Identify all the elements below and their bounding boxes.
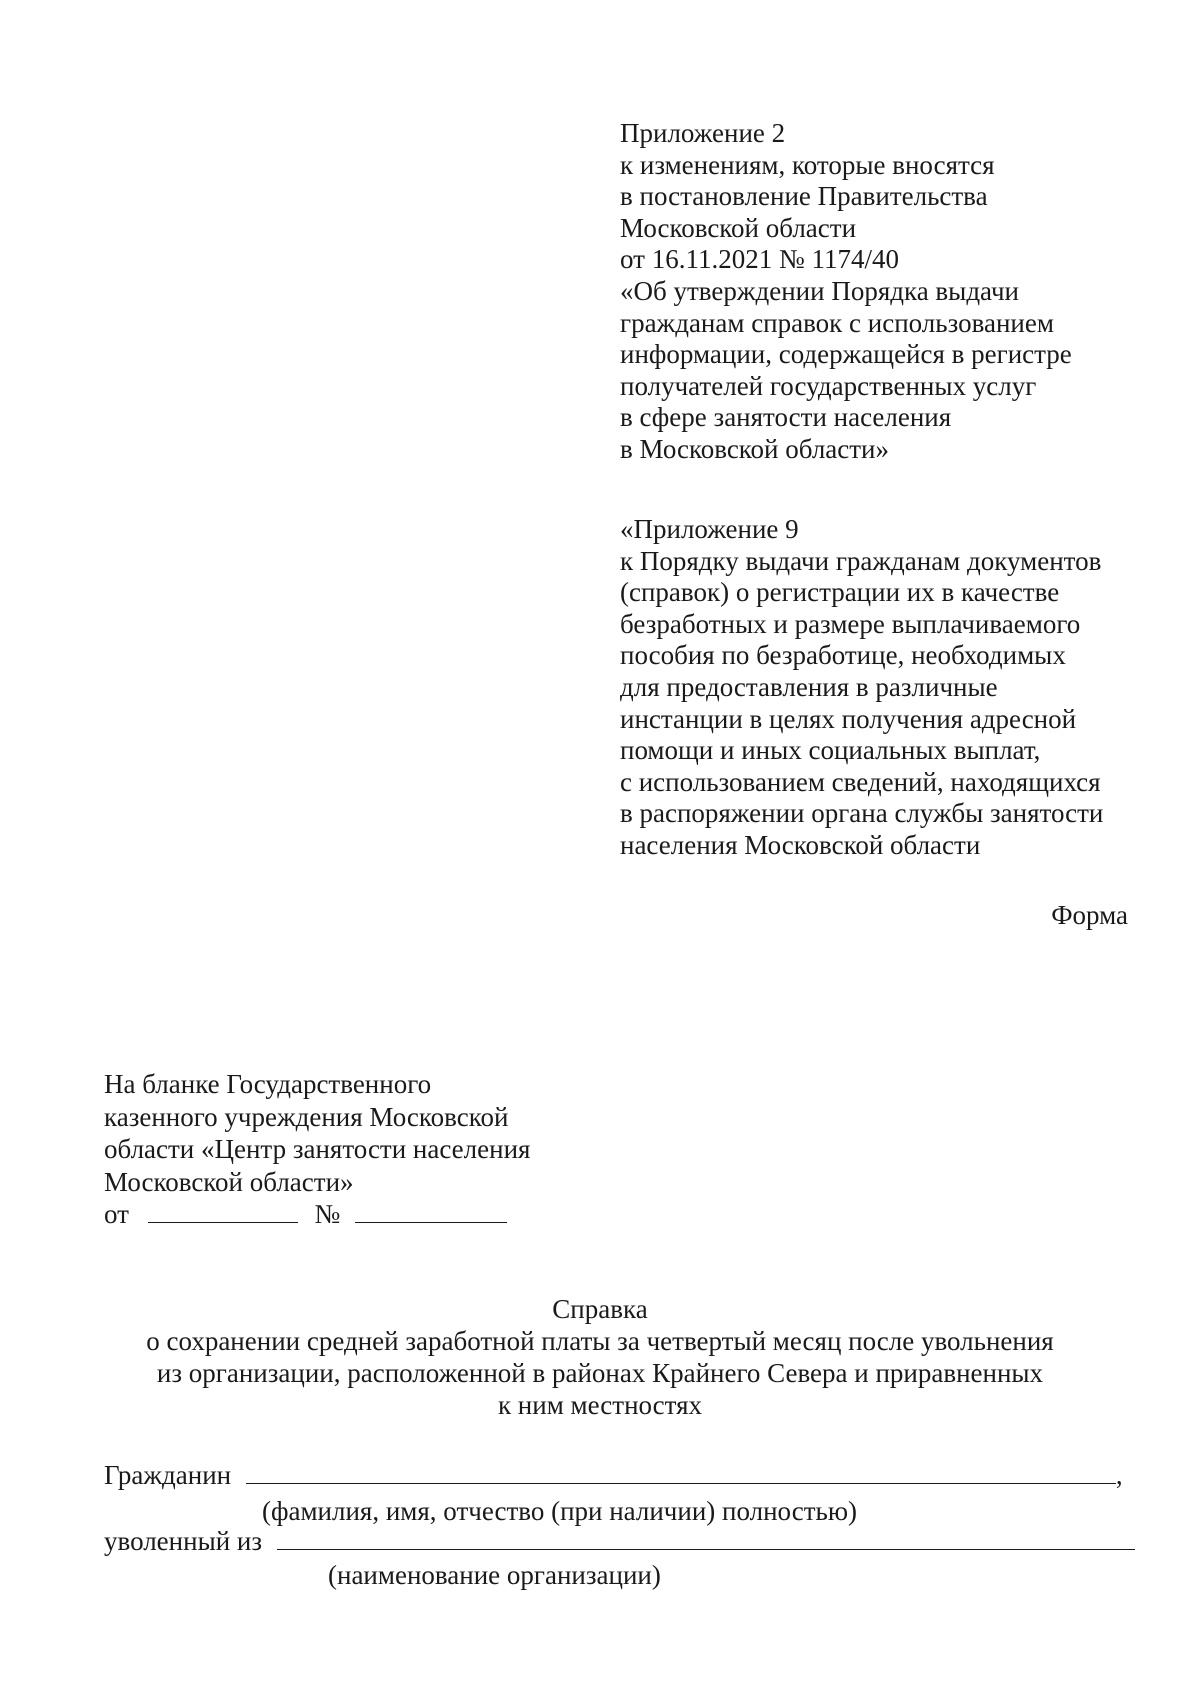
organization-name-field[interactable]	[277, 1525, 1135, 1550]
date-blank-line	[148, 1198, 298, 1223]
appendix-2-line: от 16.11.2021 № 1174/40	[620, 244, 899, 275]
appendix-9-line: инстанции в целях получения адресной	[620, 703, 1077, 734]
appendix-9-line: с использованием сведений, находящихся	[620, 766, 1101, 797]
appendix-2-header	[620, 118, 1072, 466]
certificate-subtitle-line: из организации, расположенной в районах Крайнего Севера и приравненных	[156, 1358, 1044, 1388]
letterhead-date-number-row	[104, 1198, 530, 1231]
letterhead-block	[104, 1068, 530, 1231]
certificate-subtitle-line: к ним местностях	[497, 1390, 703, 1420]
appendix-9-line: пособия по безработице, необходимых	[620, 640, 1066, 671]
appendix-9-line: населения Московской области	[620, 829, 981, 860]
citizen-field-hint: (фамилия, имя, отчество (при наличии) полностью)	[262, 1496, 857, 1526]
appendix-2-line: информации, содержащейся в регистре	[620, 339, 1072, 370]
organization-field-hint: (наименование организации)	[328, 1560, 661, 1590]
appendix-9-line: «Приложение 9	[620, 514, 799, 544]
citizen-label: Гражданин	[104, 1460, 232, 1490]
appendix-2-line: получателей государственных услуг	[620, 370, 1037, 401]
from-label: от	[104, 1199, 129, 1229]
letterhead-line: Московской области»	[104, 1166, 354, 1197]
appendix-9-line: к Порядку выдачи гражданам документов	[620, 545, 1102, 576]
letterhead-line: области «Центр занятости населения	[104, 1134, 531, 1164]
appendix-9-line: для предоставления в различные	[620, 671, 998, 702]
citizen-name-field[interactable]	[246, 1459, 1116, 1484]
fired-from-label: уволенный из	[104, 1526, 263, 1556]
appendix-2-line: в Московской области»	[620, 433, 890, 464]
appendix-9-header	[620, 514, 1103, 862]
appendix-2-line: «Об утверждении Порядка выдачи	[620, 275, 1019, 306]
organization-field-row	[104, 1525, 1135, 1557]
appendix-2-line: в постановление Правительства	[620, 181, 988, 212]
appendix-2-line: в сфере занятости населения	[620, 402, 952, 433]
appendix-2-line: гражданам справок с использованием	[620, 307, 1054, 338]
form-label: Форма	[1051, 900, 1128, 930]
certificate-subtitle-line: о сохранении средней заработной платы за четвертый месяц после увольнения	[146, 1326, 1054, 1356]
appendix-9-line: помощи и иных социальных выплат,	[620, 735, 1041, 766]
number-label: №	[314, 1199, 341, 1229]
appendix-2-line: Приложение 2	[620, 118, 786, 148]
number-blank-line	[355, 1198, 507, 1223]
letterhead-line: На бланке Государственного	[104, 1069, 432, 1099]
appendix-9-line: (справок) о регистрации их в качестве	[620, 577, 1060, 608]
comma: ,	[1115, 1460, 1123, 1490]
certificate-title	[0, 1293, 1200, 1421]
letterhead-line: казенного учреждения Московской	[104, 1101, 509, 1132]
appendix-9-line: безработных и размере выплачиваемого	[620, 608, 1081, 639]
appendix-2-line: Московской области	[620, 212, 857, 243]
certificate-heading: Справка	[552, 1294, 648, 1324]
appendix-2-line: к изменениям, которые вносятся	[620, 149, 995, 180]
appendix-9-line: в распоряжении органа службы занятости	[620, 798, 1104, 829]
citizen-field-row	[104, 1459, 1123, 1491]
